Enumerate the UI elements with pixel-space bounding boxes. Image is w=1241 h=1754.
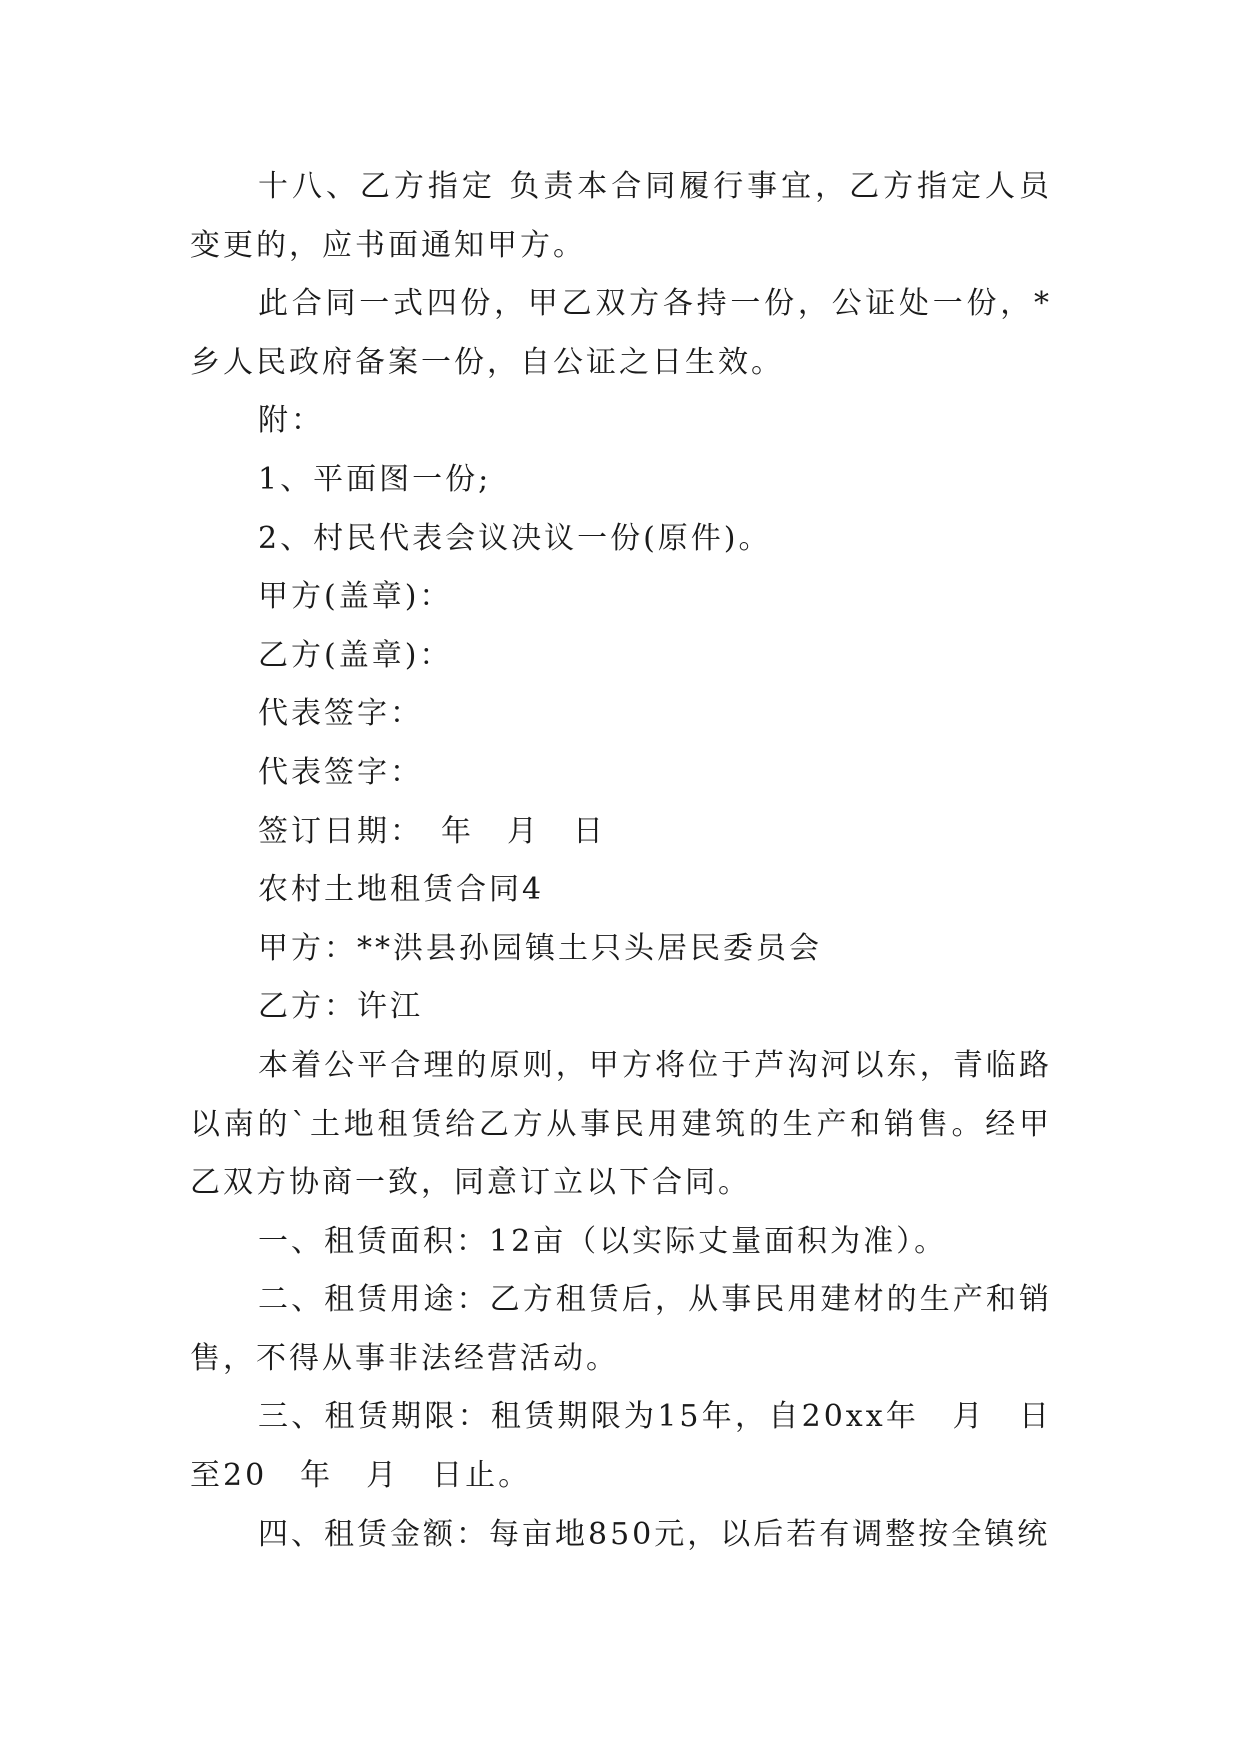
contract-title: 农村土地租赁合同4	[258, 872, 545, 908]
clause-three-paragraph: 三、租赁期限：租赁期限为15年，自20xx年 月 日至20 年 月 日止。	[190, 1399, 1052, 1494]
representative-signature-line: 代表签字：	[258, 754, 423, 790]
document-body	[190, 158, 1052, 1564]
party-a-seal-line: 甲方(盖章)：	[258, 579, 453, 615]
clause-eighteen-paragraph: 十八、乙方指定 负责本合同履行事宜，乙方指定人员变更的，应书面通知甲方。	[190, 169, 1052, 263]
party-a-line: 甲方：**洪县孙园镇土只头居民委员会	[258, 930, 822, 966]
party-b-seal-line: 乙方(盖章)：	[258, 637, 453, 673]
copies-paragraph: 此合同一式四份，甲乙双方各持一份，公证处一份，*乡人民政府备案一份，自公证之日生效。	[190, 286, 1052, 380]
preamble-paragraph: 本着公平合理的原则，甲方将位于芦沟河以东，青临路以南的`土地租赁给乙方从事民用建筑的生产和销售。经甲乙双方协商一致，同意订立以下合同。	[190, 1047, 1052, 1201]
party-b-line: 乙方：许江	[258, 989, 423, 1025]
attachment-item-1: 1、平面图一份;	[258, 461, 492, 497]
attachment-heading: 附：	[258, 403, 324, 439]
clause-two-paragraph: 二、租赁用途：乙方租赁后，从事民用建材的生产和销售，不得从事非法经营活动。	[190, 1282, 1052, 1376]
signing-date-line: 签订日期： 年 月 日	[258, 813, 606, 849]
attachment-item-2: 2、村民代表会议决议一份(原件)。	[258, 520, 772, 556]
representative-signature-line: 代表签字：	[258, 696, 423, 732]
clause-one-paragraph: 一、租赁面积：12亩（以实际丈量面积为准）。	[258, 1223, 948, 1259]
clause-four-paragraph: 四、租赁金额：每亩地850元，以后若有调整按全镇统	[258, 1516, 1051, 1552]
